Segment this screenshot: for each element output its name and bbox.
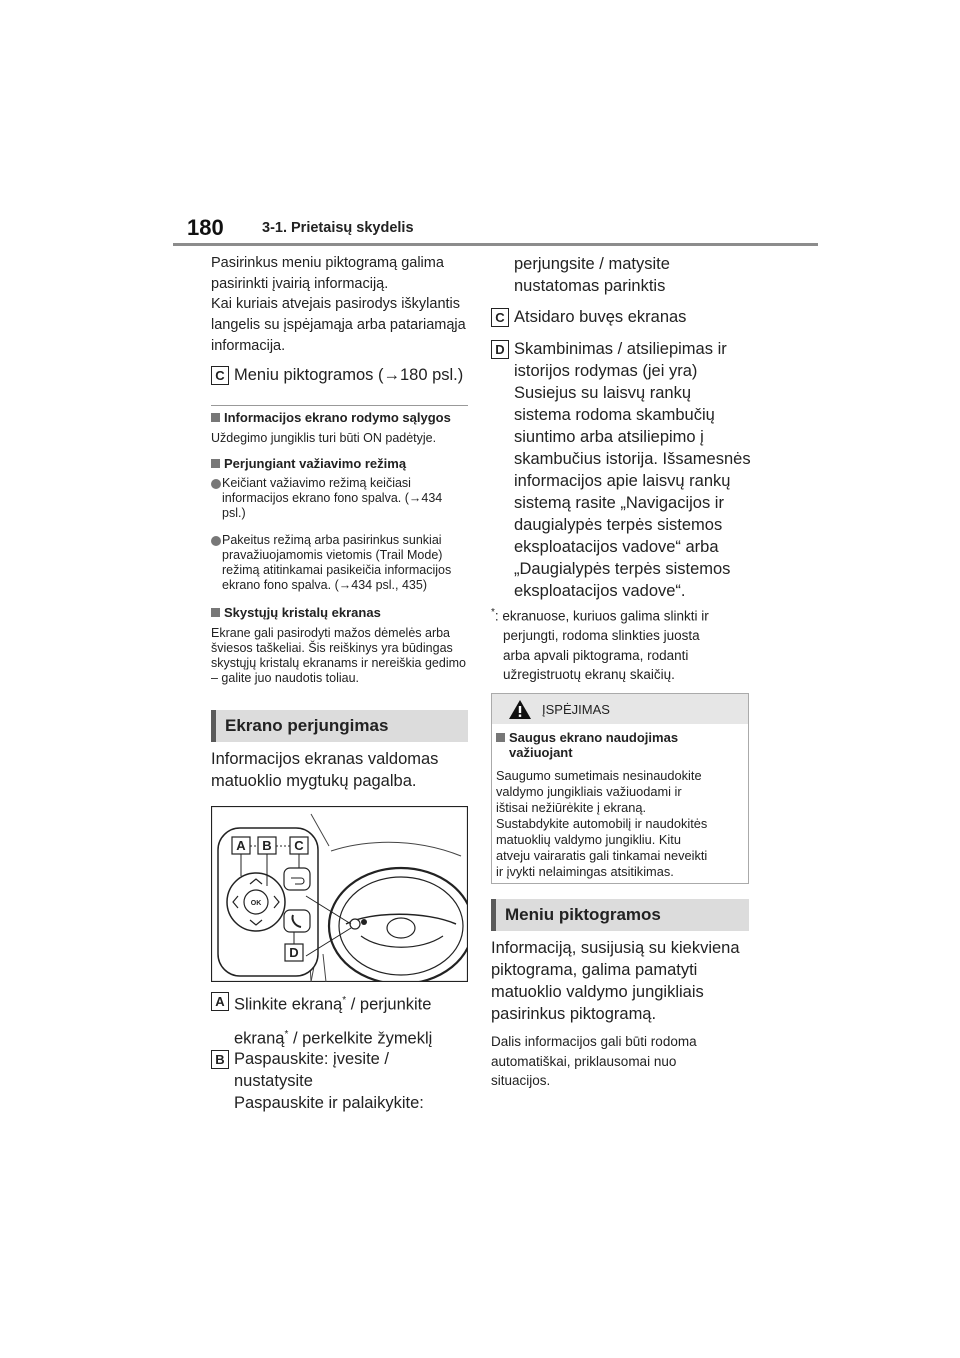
item-b: B Paspauskite: įvesite / nustatysite Paspauskite ir palaikykite: — [211, 1048, 473, 1114]
warning-triangle-icon — [508, 699, 532, 720]
note-bullet-2: Pakeitus režimą arba pasirinkus sunkiai pravažiuojamomis vietomis (Trail Mode) režimą atitinkamai pasikeičia informacijos ekrano fono spalva. (→434 psl., 435) — [211, 533, 469, 593]
note-body-1: Uždegimo jungiklis turi būti ON padėtyje. — [211, 431, 437, 445]
section-title: 3-1. Prietaisų skydelis — [262, 220, 414, 236]
section-bar-meniu-piktogramos: Meniu piktogramos — [491, 899, 749, 931]
square-bullet-icon — [211, 413, 220, 422]
round-bullet-icon — [211, 536, 221, 546]
ok-button-label: OK — [250, 900, 262, 907]
item-c-text: Meniu piktogramos (→180 psl.) — [234, 366, 464, 384]
intro-paragraph-1: Pasirinkus meniu piktogramą galima pasirinkti įvairią informaciją. — [211, 255, 444, 292]
section-intro-left: Informacijos ekranas valdomas matuoklio mygtukų pagalba. — [211, 750, 439, 790]
section-bar-ekrano-perjungimas: Ekrano perjungimas — [211, 710, 468, 742]
auto-display-note: Dalis informacijos gali būti rodoma automatiškai, priklausomai nuo situacijos. — [491, 1034, 697, 1088]
figure-label-d: D — [289, 945, 299, 960]
badge-b: B — [211, 1050, 229, 1069]
item-b-continued: perjungsite / matysite nustatomas parinktis — [514, 255, 670, 295]
note-body-3: Ekrane gali pasirodyti mažos dėmelės arba šviesos taškeliai. Šis reiškinys yra būdingas skystųjų kristalų ekranams ir nereiškia gedimo – galite juo naudotis toliau. — [211, 626, 466, 685]
badge-d: D — [491, 340, 509, 359]
figure-label-b: B — [262, 838, 272, 853]
square-bullet-icon — [496, 733, 505, 742]
figure-label-a: A — [236, 838, 246, 853]
note-title-1: Informacijos ekrano rodymo sąlygos — [211, 410, 451, 425]
page-number: 180 — [187, 215, 224, 240]
figure-label-c: C — [294, 838, 304, 853]
footnote: *: ekranuose, kuriuos galima slinkti ir perjungti, rodoma slinkties juosta arba apvali piktograma, rodanti užregistruotų ekranų skaičių. — [491, 607, 709, 682]
warning-header — [492, 694, 748, 724]
intro-paragraph-2: Kai kuriais atvejais pasirodys iškylantis langelis su įspėjamąja arba patariamąja informacija. — [211, 296, 466, 354]
item-d: D Skambinimas / atsiliepimas ir istorijos rodymas (jei yra) Susiejus su laisvų rankų sistema rodoma skambučių siuntimo arba atsiliepimo į skambučius istorija. Išsamesnės informacijos apie laisvų rankų sistemą rasite „Navigacijos ir daugialypės terpės sistemos eksploatacijos vadove“ arba „Daugialypės terpės sistemos eksploatacijos vadove“. — [491, 338, 753, 602]
badge-c: C — [211, 366, 229, 385]
round-bullet-icon — [211, 479, 221, 489]
square-bullet-icon — [211, 608, 220, 617]
square-bullet-icon — [211, 459, 220, 468]
header-rule — [173, 243, 818, 246]
item-c-left — [211, 364, 473, 386]
warning-box — [491, 693, 749, 884]
badge-c: C — [491, 308, 509, 327]
item-a: A Slinkite ekraną* / perjunkite ekraną* / perkelkite žymeklį — [211, 990, 473, 1049]
warning-heading: ĮSPĖJIMAS — [542, 702, 610, 717]
note-title-3: Skystųjų kristalų ekranas — [211, 605, 381, 620]
item-c-right: C Atsidaro buvęs ekranas — [491, 306, 753, 328]
warning-title: Saugus ekrano naudojimas važiuojant — [496, 730, 748, 760]
warning-body: Saugumo sumetimais nesinaudokite valdymo jungikliais važiuodami ir ištisai nežiūrėkite į ekraną. Sustabdykite automobilį ir naudokitės matuoklių valdymo jungikliu. Kitu atveju vairaratis gali tinkamai neveikti ir įvykti nelaimingas atsitikimas. — [496, 768, 708, 879]
notes-divider — [211, 405, 468, 406]
section-intro-right: Informaciją, susijusią su kiekviena piktograma, galima pamatyti matuoklio valdymo jungikliais pasirinkus piktogramą. — [491, 939, 740, 1023]
steering-switch-illustration — [211, 806, 468, 982]
note-bullet-1: Keičiant važiavimo režimą keičiasi informacijos ekrano fono spalva. (→434 psl.) — [211, 476, 469, 521]
badge-a: A — [211, 992, 229, 1011]
note-title-2: Perjungiant važiavimo režimą — [211, 456, 406, 471]
